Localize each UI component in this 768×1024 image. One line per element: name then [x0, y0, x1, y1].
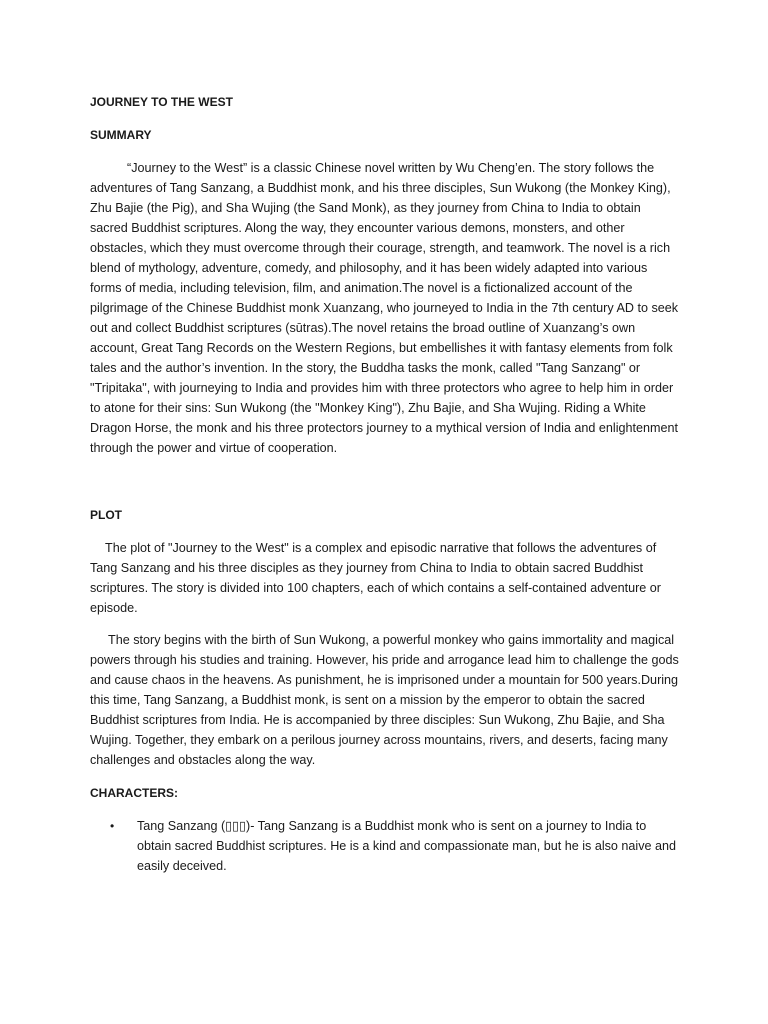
- list-item: [90, 816, 680, 876]
- plot-paragraph-2: The story begins with the birth of Sun Wukong, a powerful monkey who gains immortality and magical powers through his studies and training. However, his pride and arrogance lead him to challenge the gods and cause chaos in the heavens. As punishment, he is imprisoned under a mountain for 500 years.During this time, Tang Sanzang, a Buddhist monk, is sent on a mission by the emperor to obtain the sacred Buddhist scriptures from India. He is accompanied by three disciples: Sun Wukong, Zhu Bajie, and Sha Wujing. Together, they embark on a perilous journey across mountains, rivers, and deserts, facing many challenges and obstacles along the way.: [90, 633, 679, 767]
- plot-paragraph-1: The plot of "Journey to the West" is a complex and episodic narrative that follows the adventures of Tang Sanzang and his three disciples as they journey from China to India to obtain sacred Buddhist scriptures. The story is divided into 100 chapters, each of which contains a self-contained adventure or episode.: [90, 541, 661, 615]
- document-title: JOURNEY TO THE WEST: [90, 95, 233, 109]
- summary-paragraph: “Journey to the West” is a classic Chinese novel written by Wu Cheng’en. The story follows the adventures of Tang Sanzang, a Buddhist monk, and his three disciples, Sun Wukong (the Monkey King), Zhu Bajie (the Pig), and Sha Wujing (the Sand Monk), as they journey from China to India to obtain sacred Buddhist scriptures. Along the way, they encounter various demons, monsters, and other obstacles, which they must overcome through their courage, strength, and teamwork. The novel is a rich blend of mythology, adventure, comedy, and philosophy, and it has been widely adapted into various forms of media, including television, film, and animation.The novel is a fictionalized account of the pilgrimage of the Chinese Buddhist monk Xuanzang, who journeyed to India in the 7th century AD to seek out and collect Buddhist scriptures (sūtras).The novel retains the broad outline of Xuanzang’s own account, Great Tang Records on the Western Regions, but embellishes it with fantasy elements from folk tales and the author’s invention. In the story, the Buddha tasks the monk, called "Tang Sanzang" or "Tripitaka", with journeying to India and provides him with three protectors who agree to help him in order to atone for their sins: Sun Wukong (the "Monkey King"), Zhu Bajie, and Sha Wujing. Riding a White Dragon Horse, the monk and his three protectors journey to a mythical version of India and enlightenment through the power and virtue of cooperation.: [90, 161, 679, 455]
- characters-heading: CHARACTERS:: [90, 786, 178, 800]
- summary-heading: SUMMARY: [90, 128, 152, 142]
- characters-list: [90, 816, 680, 876]
- plot-heading: PLOT: [90, 508, 122, 522]
- bullet-icon: •: [110, 819, 115, 833]
- document-body: [90, 92, 680, 876]
- character-description: Tang Sanzang (▯▯▯)- Tang Sanzang is a Buddhist monk who is sent on a journey to India to obtain sacred Buddhist scriptures. He is a kind and compassionate man, but he is also naive and easily deceived.: [137, 819, 677, 873]
